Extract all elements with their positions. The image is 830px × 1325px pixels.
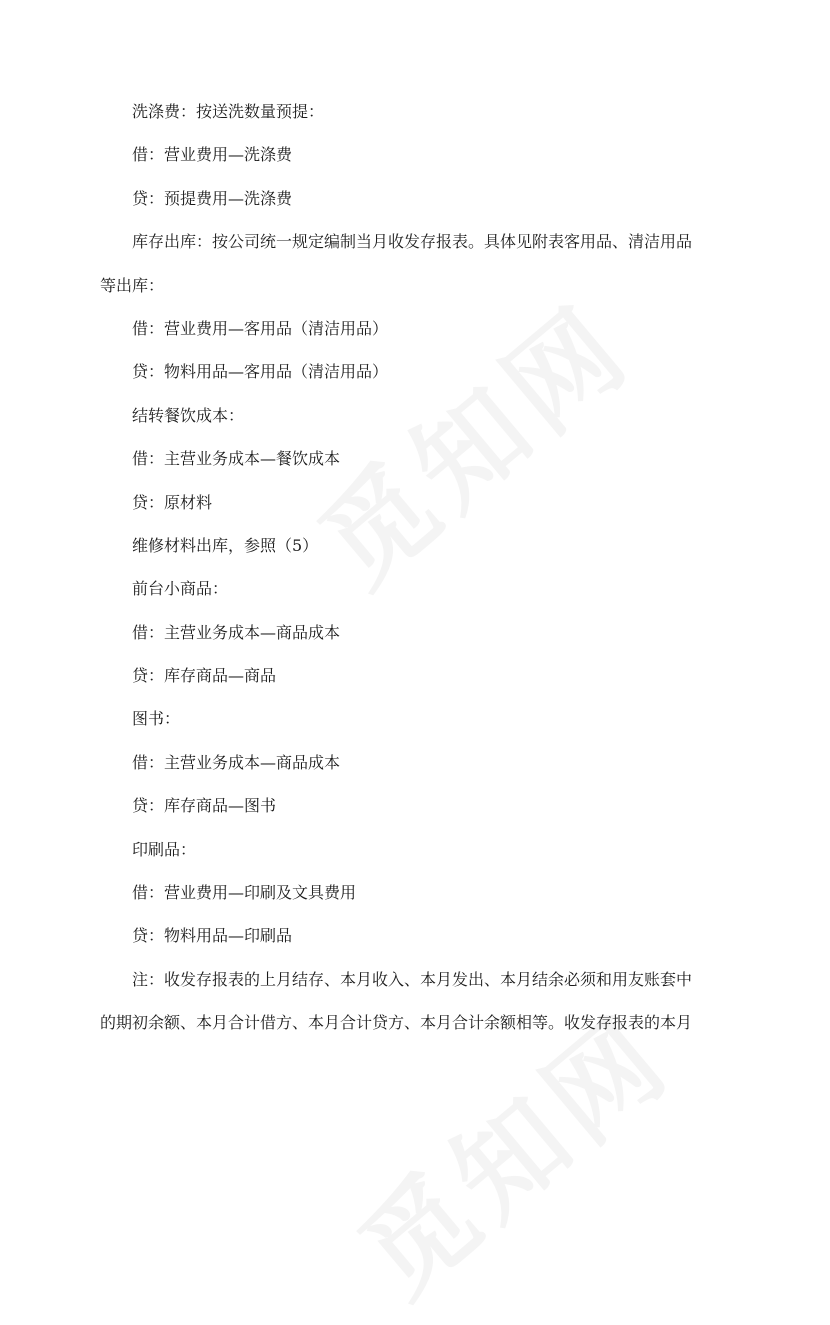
text-line: 贷：预提费用—洗涤费	[132, 188, 293, 208]
text-line: 等出库：	[100, 275, 165, 295]
text-line: 图书：	[132, 709, 181, 729]
text-line: 结转餐饮成本：	[132, 405, 245, 425]
text-line: 贷：物料用品—印刷品	[132, 926, 293, 946]
text-line: 贷：库存商品—图书	[132, 796, 277, 816]
text-line: 借：营业费用—客用品（清洁用品）	[132, 318, 389, 338]
note-line: 注：收发存报表的上月结存、本月收入、本月发出、本月结余必须和用友账套中	[132, 969, 693, 989]
text-line: 洗涤费：按送洗数量预提：	[132, 102, 325, 121]
text-line: 库存出库：按公司统一规定编制当月收发存报表。具体见附表客用品、清洁用品	[132, 232, 693, 252]
text-line: 借：主营业务成本—商品成本	[132, 752, 341, 772]
text-line: 借：营业费用—洗涤费	[132, 145, 293, 165]
text-line: 借：营业费用—印刷及文具费用	[132, 883, 357, 903]
text-line: 维修材料出库，参照（5）	[132, 535, 319, 555]
text-line: 贷：库存商品—商品	[132, 666, 277, 686]
text-line: 贷：物料用品—客用品（清洁用品）	[132, 362, 389, 382]
text-line: 借：主营业务成本—餐饮成本	[132, 449, 341, 469]
text-line: 借：主营业务成本—商品成本	[132, 622, 341, 642]
text-line: 贷：原材料	[132, 492, 213, 512]
note-line: 的期初余额、本月合计借方、本月合计贷方、本月合计余额相等。收发存报表的本月	[100, 1013, 693, 1033]
document-body	[100, 102, 722, 1057]
text-line: 前台小商品：	[132, 579, 229, 599]
text-line: 印刷品：	[132, 839, 197, 859]
